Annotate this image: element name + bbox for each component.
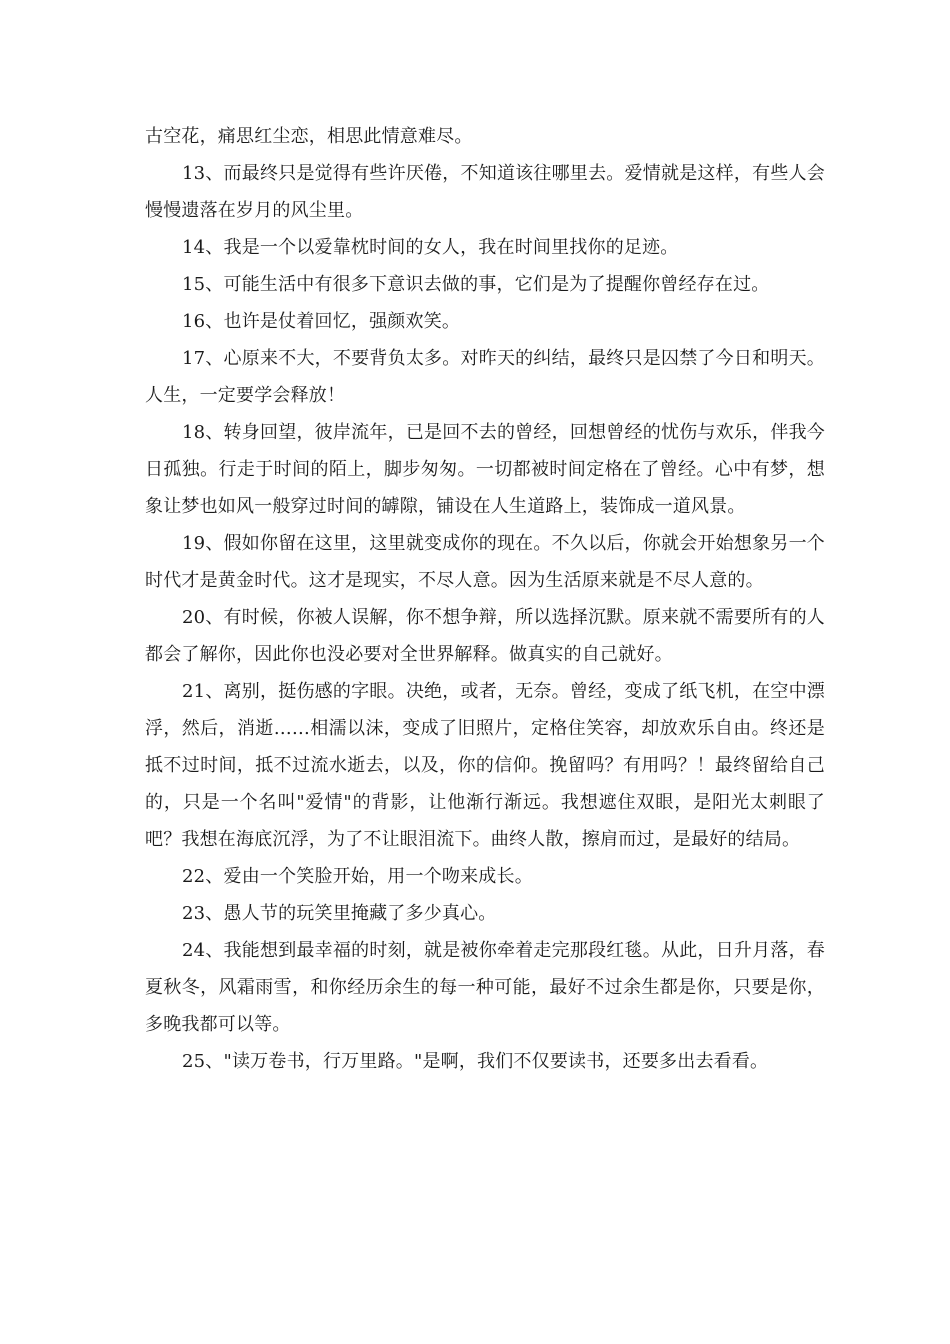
paragraph-item-23: 23、愚人节的玩笑里掩藏了多少真心。 (182, 903, 497, 924)
paragraph-continuation: 古空花，痛思红尘恋，相思此情意难尽。 (145, 126, 473, 147)
paragraph-item-21: 21、离别，挺伤感的字眼。决绝，或者，无奈。曾经，变成了纸飞机，在空中漂浮，然后，消逝……相濡以沫，变成了旧照片，定格住笑容，却放欢乐自由。终还是抵不过时间，抵不过流水逝去，以及，你的信仰。挽留吗？有用吗？！最终留给自己的，只是一个名叫"爱情"的背影，让他渐行渐远。我想遮住双眼，是阳光太刺眼了吧？我想在海底沉浮，为了不让眼泪流下。曲终人散，擦肩而过，是最好的结局。 (145, 681, 825, 850)
paragraph-item-15: 15、可能生活中有很多下意识去做的事，它们是为了提醒你曾经存在过。 (182, 274, 770, 295)
paragraph-item-17: 17、心原来不大，不要背负太多。对昨天的纠结，最终只是囚禁了今日和明天。人生，一定要学会释放！ (145, 348, 825, 406)
document-body (145, 118, 825, 1080)
paragraph-item-22: 22、爱由一个笑脸开始，用一个吻来成长。 (182, 866, 533, 887)
paragraph-item-16: 16、也许是仗着回忆，强颜欢笑。 (182, 311, 461, 332)
paragraph-item-13: 13、而最终只是觉得有些许厌倦，不知道该往哪里去。爱情就是这样，有些人会慢慢遗落在岁月的风尘里。 (145, 163, 825, 221)
paragraph-item-18: 18、转身回望，彼岸流年，已是回不去的曾经，回想曾经的忧伤与欢乐，伴我今日孤独。行走于时间的陌上，脚步匆匆。一切都被时间定格在了曾经。心中有梦，想象让梦也如风一般穿过时间的罅隙，铺设在人生道路上，装饰成一道风景。 (145, 422, 825, 517)
paragraph-item-25: 25、"读万卷书，行万里路。"是啊，我们不仅要读书，还要多出去看看。 (182, 1051, 769, 1072)
paragraph-item-20: 20、有时候，你被人误解，你不想争辩，所以选择沉默。原来就不需要所有的人都会了解你，因此你也没必要对全世界解释。做真实的自己就好。 (145, 607, 825, 665)
paragraph-item-24: 24、我能想到最幸福的时刻，就是被你牵着走完那段红毯。从此，日升月落，春夏秋冬，风霜雨雪，和你经历余生的每一种可能，最好不过余生都是你，只要是你，多晚我都可以等。 (145, 940, 825, 1035)
paragraph-item-14: 14、我是一个以爱靠枕时间的女人，我在时间里找你的足迹。 (182, 237, 679, 258)
paragraph-item-19: 19、假如你留在这里，这里就变成你的现在。不久以后，你就会开始想象另一个时代才是黄金时代。这才是现实，不尽人意。因为生活原来就是不尽人意的。 (145, 533, 825, 591)
